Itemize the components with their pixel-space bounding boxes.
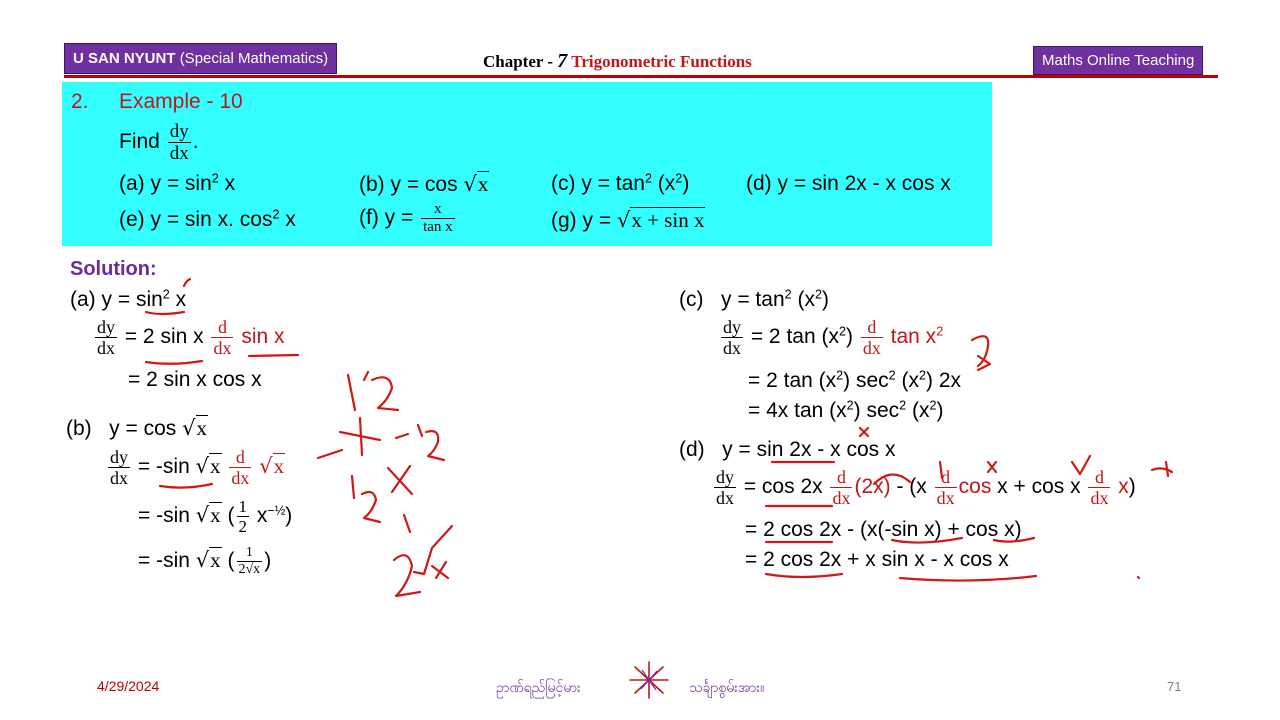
underline-sinx-red [249,355,298,356]
problem-title: Example - 10 [119,90,243,113]
underline-xsinx [900,576,1036,581]
scribble-half [348,372,398,410]
sol-b-line4: = -sin √x ( $\frac{1}{2√x}$ ) [138,545,272,577]
underline-cosx [994,538,1034,542]
scribble-minus-half [396,425,444,460]
sol-a-line3: = 2 sin x cos x [128,368,262,391]
solution-heading: Solution: [70,258,157,280]
sol-b-line1: (b) y = cos √x [66,416,208,440]
arc-2x [874,474,910,484]
scribble-2rootx [394,526,452,596]
starburst-logo [624,658,674,702]
chapter-name: Trigonometric Functions [571,52,752,71]
part-a: (a) $y = \sin^2 x$ [119,171,236,195]
author-name: U SAN NYUNT [73,50,176,67]
sol-a-line1: (a) $y = \sin^2 x$ [70,287,187,311]
underline-2sinx [146,361,202,364]
sol-c-line1: (c) $y = \tan^2 (x^2)$ [679,287,829,311]
sol-d-line3: = 2 cos 2x - (x(-sin x) + cos x) [745,518,1022,541]
underline-2cos2x-b [766,574,842,577]
scribble-dash [318,450,342,458]
part-f: (f) y = $\frac{x}{\text{tan x}}$ [359,201,453,235]
part-e: (e) y = sin x. $\cos^2 x$ [119,207,296,231]
sol-c-line2: $\frac{dy}{dx}$ = 2 $\tan (x^2)$ $\frac{d}{dx}$ $\tan x^2$ [723,317,944,358]
part-c: (c) $y = \tan^2 (x^2)$ [551,171,690,195]
sol-c-line3: = 2 $\tan (x^2)$ $\sec^2 (x^2)$ 2x [748,368,962,392]
problem-number: 2. [71,90,89,113]
sol-d-line2: $\frac{dy}{dx}$ = cos 2x $\frac{d}{dx}$ (2x) - (x $\frac{d}{dx}$ cos x + cos x $\frac{d}{dx}$ x) [716,467,1136,508]
check-mark [1072,456,1090,474]
channel-label: Maths Online Teaching [1042,52,1195,69]
scribble-one [404,515,410,532]
author-subtitle: (Special Mathematics) [179,50,329,67]
underline-minus-sin [160,484,212,488]
sol-b-line3: = -sin √x ( $\frac{1}{2}$ $x^{-\frac{1}{2}}$) [138,497,293,536]
footer-date: 4/29/2024 [97,678,160,694]
dot [1138,577,1139,578]
part-b: (b) y = cos √x [359,172,489,196]
sol-d-line1: (d) y = sin 2x - x cos x [679,438,896,461]
chapter-prefix: Chapter - [483,52,558,71]
tick-a [184,279,190,286]
underline-minus-sinx [892,538,962,543]
find-label: Find [119,130,160,154]
tick-x1 [988,462,996,472]
find-line: Find $\frac{dy}{dx}$ . [119,121,199,164]
part-g: (g) y = √x + sin x [551,208,705,232]
chapter-number: 7 [557,50,568,72]
scribble-x2 [388,466,412,494]
footer-myanmar-right: သင်္ချာစွမ်းအား။ [689,679,765,695]
footer-myanmar-left: ဥာဏ်ရည်မြင့်မား [496,679,581,695]
dy-dx-fraction: $\frac{dy}{dx}$ [169,121,189,164]
mark-c-arrow [972,336,990,370]
page-number: 71 [1167,679,1182,694]
tick-d-x [860,428,868,436]
part-d: (d) y = sin 2x - x cos x [746,172,951,195]
sol-a-line2: $\frac{dy}{dx}$ = 2 sin x $\frac{d}{dx}$ sin x [97,317,285,358]
sol-c-line4: = 4x $\tan (x^2)$ $\sec^2 (x^2)$ [748,398,944,422]
tick-bar [940,462,942,478]
scribble-x [340,418,380,455]
underline-sin2 [146,312,184,314]
sol-d-line4: = 2 cos 2x + x sin x - x cos x [745,548,1009,571]
sol-b-line2: $\frac{dy}{dx}$ = -sin √x $\frac{d}{dx}$ √x [110,447,285,488]
scribble-one-half [352,476,380,522]
tick-x-last [1152,462,1172,476]
